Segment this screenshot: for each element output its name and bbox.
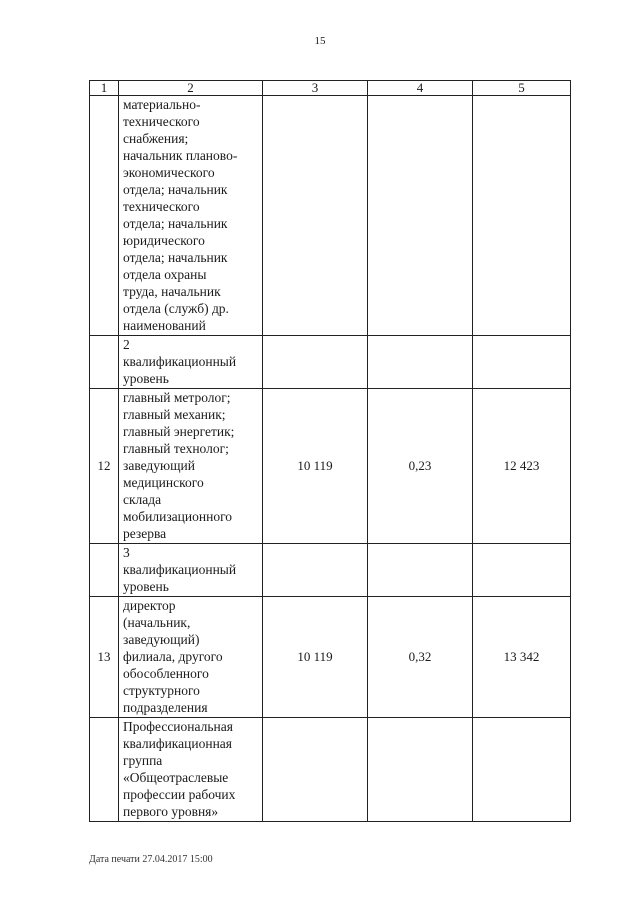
base-salary [263, 336, 368, 389]
table-header-row [90, 81, 571, 96]
coefficient: 0,32 [368, 597, 473, 718]
table-row [90, 544, 571, 597]
table-row [90, 597, 571, 718]
row-number [90, 718, 119, 822]
table-row [90, 389, 571, 544]
salary-amount [473, 544, 571, 597]
print-date: Дата печати 27.04.2017 15:00 [89, 854, 213, 865]
position-title: директор (начальник, заведующий) филиала, другого обособленного структурного подразделения [123, 598, 223, 715]
qualification-level: 3 квалификационный уровень [123, 545, 237, 594]
row-number [90, 96, 119, 336]
row-number: 13 [90, 597, 119, 718]
table-row [90, 718, 571, 822]
salary-amount: 13 342 [473, 597, 571, 718]
qualification-level: 2 квалификационный уровень [123, 337, 237, 386]
base-salary: 10 119 [263, 389, 368, 544]
row-number [90, 336, 119, 389]
header-cell: 3 [263, 81, 368, 96]
page-number: 15 [314, 35, 326, 47]
header-cell: 5 [473, 81, 571, 96]
row-number: 12 [90, 389, 119, 544]
base-salary: 10 119 [263, 597, 368, 718]
salary-table [89, 80, 571, 822]
coefficient [368, 544, 473, 597]
salary-amount: 12 423 [473, 389, 571, 544]
header-cell: 4 [368, 81, 473, 96]
coefficient [368, 96, 473, 336]
row-number [90, 544, 119, 597]
salary-amount [473, 96, 571, 336]
base-salary [263, 718, 368, 822]
header-cell: 1 [90, 81, 119, 96]
table-row [90, 96, 571, 336]
coefficient [368, 336, 473, 389]
base-salary [263, 96, 368, 336]
header-cell: 2 [119, 81, 263, 96]
salary-amount [473, 336, 571, 389]
base-salary [263, 544, 368, 597]
position-title: главный метролог; главный механик; главный энергетик; главный технолог; заведующий медицинского склада мобилизационного резерва [123, 390, 235, 541]
position-title: материально- технического снабжения; начальник планово- экономического отдела; начальник технического отдела; начальник юридического отдела; начальник отдела охраны труда, начальник отдела (служб) др. наименований [123, 97, 238, 333]
coefficient: 0,23 [368, 389, 473, 544]
group-title: Профессиональная квалификационная группа «Общеотраслевые профессии рабочих первого уровня» [123, 719, 236, 819]
coefficient [368, 718, 473, 822]
table-row [90, 336, 571, 389]
salary-amount [473, 718, 571, 822]
